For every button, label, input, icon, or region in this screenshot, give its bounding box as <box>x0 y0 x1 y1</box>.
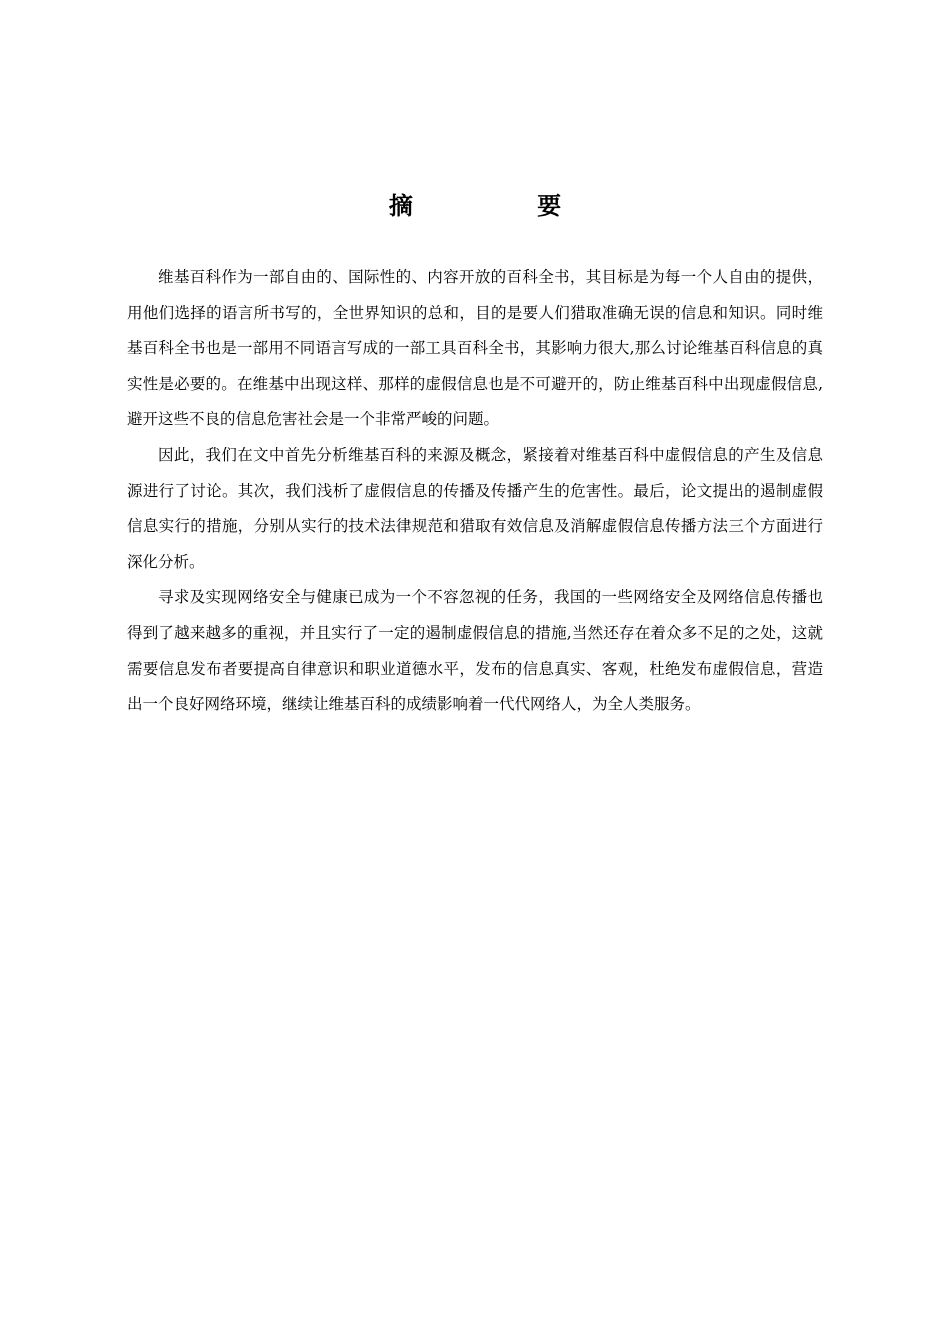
page-title: 摘 要 <box>388 192 620 221</box>
abstract-paragraph-1: 维基百科作为一部自由的、国际性的、内容开放的百科全书，其目标是为每一个人自由的提供，用他们选择的语言所书写的，全世界知识的总和，目的是要人们猎取准确无误的信息和知识。同时维基百科全书也是一部用不同语言写成的一部工具百科全书，其影响力很大,那么讨论维基百科信息的真实性是必要的。在维基中出现这样、那样的虚假信息也是不可避开的，防止维基百科中出现虚假信息,避开这些不良的信息危害社会是一个非常严峻的问题。 <box>127 268 823 429</box>
abstract-paragraph-3: 寻求及实现网络安全与健康已成为一个不容忽视的任务，我国的一些网络安全及网络信息传播也得到了越来越多的重视，并且实行了一定的遏制虚假信息的措施,当然还存在着众多不足的之处，这就需要信息发布者要提高自律意识和职业道德水平，发布的信息真实、客观，杜绝发布虚假信息，营造出一个良好网络环境，继续让维基百科的成绩影响着一代代网络人，为全人类服务。 <box>127 588 823 714</box>
abstract-body <box>127 260 823 723</box>
abstract-paragraph-2: 因此，我们在文中首先分析维基百科的来源及概念，紧接着对维基百科中虚假信息的产生及信息源进行了讨论。其次，我们浅析了虚假信息的传播及传播产生的危害性。最后，论文提出的遏制虚假信息实行的措施，分别从实行的技术法律规范和猎取有效信息及消解虚假信息传播方法三个方面进行深化分析。 <box>127 445 823 571</box>
